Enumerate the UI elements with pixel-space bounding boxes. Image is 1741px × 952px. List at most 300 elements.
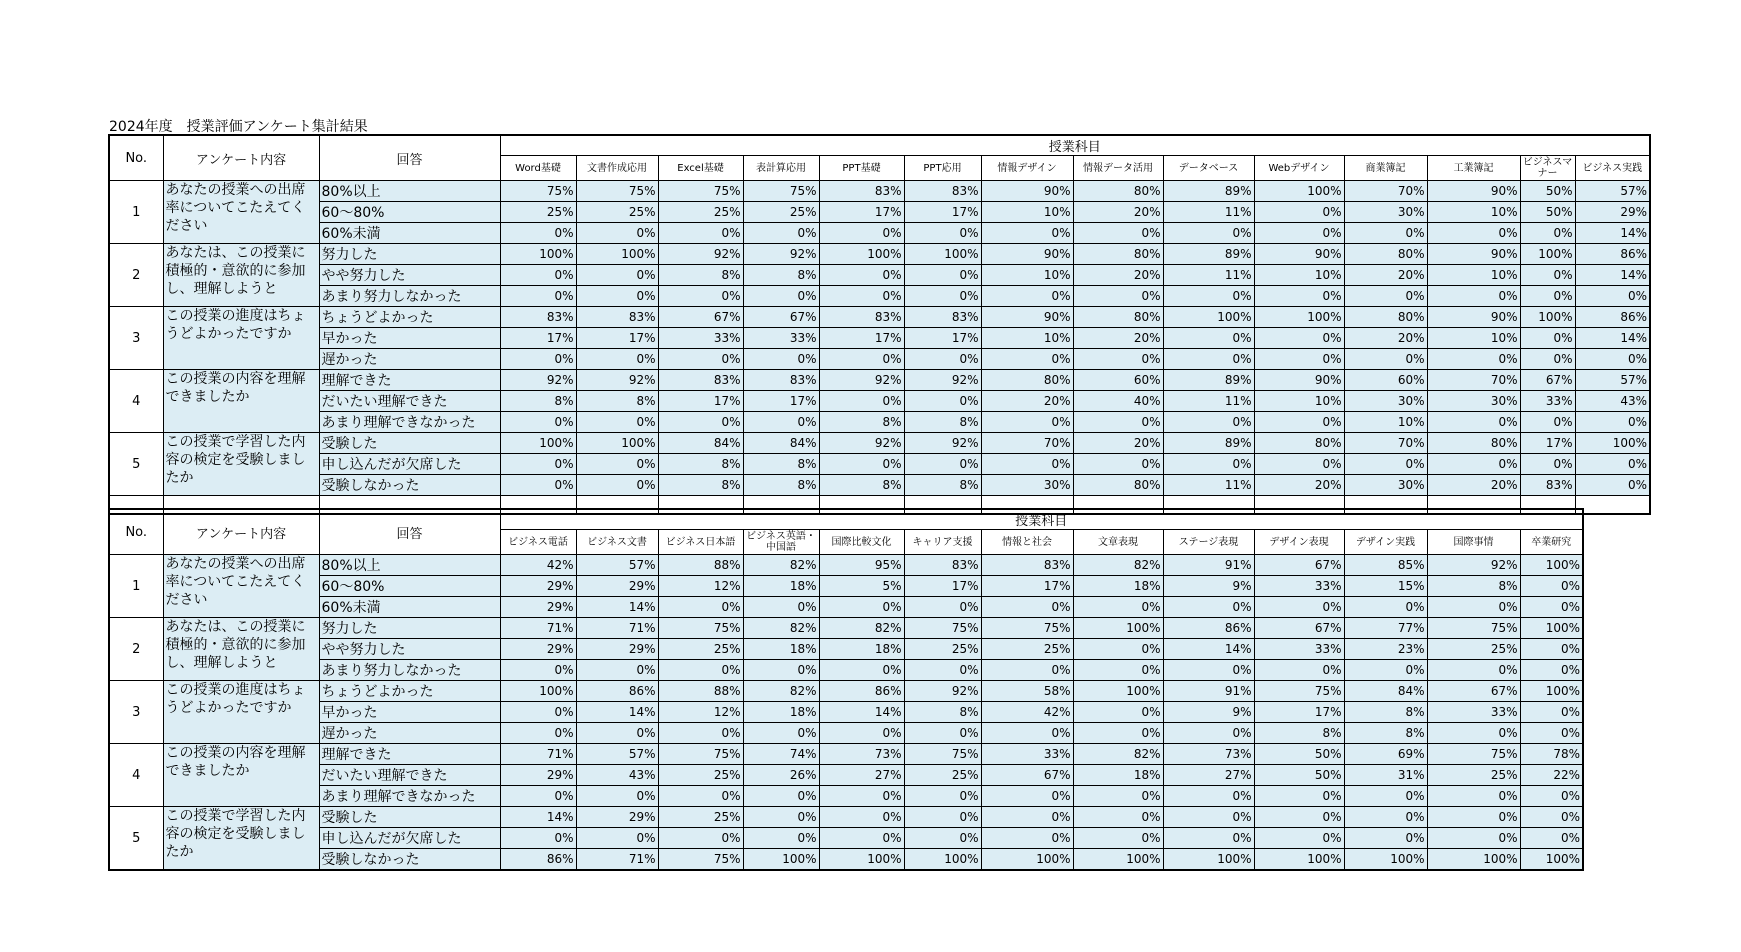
value-cell: 0%: [819, 349, 904, 370]
value-cell: 0%: [904, 265, 981, 286]
value-cell: 10%: [1254, 391, 1344, 412]
value-cell: 100%: [1520, 681, 1583, 702]
value-cell: 0%: [1254, 202, 1344, 223]
value-cell: 0%: [576, 828, 658, 849]
table-row: [109, 597, 1583, 618]
value-cell: 8%: [819, 475, 904, 496]
value-cell: 0%: [1163, 454, 1254, 475]
value-cell: 89%: [1163, 244, 1254, 265]
value-cell: 0%: [1520, 349, 1575, 370]
value-cell: 100%: [1520, 244, 1575, 265]
subject-header: PPT基礎: [819, 156, 904, 181]
value-cell: 83%: [904, 555, 981, 576]
value-cell: 14%: [576, 597, 658, 618]
value-cell: 8%: [904, 412, 981, 433]
value-cell: 11%: [1163, 475, 1254, 496]
value-cell: 0%: [1073, 639, 1163, 660]
value-cell: 22%: [1520, 765, 1583, 786]
question-no: 3: [109, 681, 163, 744]
value-cell: 89%: [1163, 370, 1254, 391]
subject-header: ビジネス文書: [576, 530, 658, 555]
value-cell: 17%: [743, 391, 819, 412]
question-text: あなたの授業への出席率についてこたえてください: [163, 181, 319, 244]
table-row: [109, 660, 1583, 681]
table-row: [109, 849, 1583, 871]
value-cell: 0%: [576, 286, 658, 307]
value-cell: 75%: [743, 181, 819, 202]
value-cell: 0%: [1344, 286, 1427, 307]
value-cell: 100%: [819, 849, 904, 871]
value-cell: 0%: [1163, 223, 1254, 244]
value-cell: 0%: [904, 828, 981, 849]
value-cell: 0%: [1254, 807, 1344, 828]
value-cell: 0%: [658, 349, 743, 370]
value-cell: 27%: [819, 765, 904, 786]
value-cell: 8%: [658, 475, 743, 496]
value-cell: 58%: [981, 681, 1073, 702]
value-cell: 83%: [743, 370, 819, 391]
value-cell: 14%: [1575, 223, 1650, 244]
value-cell: 83%: [819, 181, 904, 202]
value-cell: 0%: [1254, 597, 1344, 618]
value-cell: 0%: [1073, 723, 1163, 744]
value-cell: 17%: [904, 576, 981, 597]
table-row: [109, 391, 1650, 412]
value-cell: 0%: [743, 828, 819, 849]
table-row: [109, 475, 1650, 496]
value-cell: 33%: [1254, 639, 1344, 660]
value-cell: 0%: [658, 660, 743, 681]
subject-header: 国際事情: [1427, 530, 1520, 555]
value-cell: 69%: [1344, 744, 1427, 765]
value-cell: 17%: [904, 202, 981, 223]
value-cell: 80%: [1073, 244, 1163, 265]
question-text: この授業の内容を理解できましたか: [163, 370, 319, 433]
value-cell: 100%: [576, 433, 658, 454]
value-cell: 0%: [1254, 223, 1344, 244]
question-no: 1: [109, 555, 163, 618]
question-text: この授業で学習した内容の検定を受験しましたか: [163, 433, 319, 496]
value-cell: 14%: [500, 807, 576, 828]
subject-header: ビジネス英語・中国語: [743, 530, 819, 555]
value-cell: 0%: [576, 723, 658, 744]
value-cell: 82%: [819, 618, 904, 639]
value-cell: 0%: [1344, 223, 1427, 244]
question-no: 2: [109, 618, 163, 681]
value-cell: 0%: [1344, 454, 1427, 475]
value-cell: 100%: [981, 849, 1073, 871]
value-cell: 0%: [1520, 265, 1575, 286]
subject-header: 商業簿記: [1344, 156, 1427, 181]
value-cell: 100%: [743, 849, 819, 871]
subject-header: 情報データ活用: [1073, 156, 1163, 181]
value-cell: 0%: [1073, 223, 1163, 244]
answer-label: あまり努力しなかった: [319, 286, 500, 307]
value-cell: 0%: [1254, 454, 1344, 475]
value-cell: 17%: [1520, 433, 1575, 454]
value-cell: 0%: [1344, 828, 1427, 849]
value-cell: 75%: [576, 181, 658, 202]
value-cell: 90%: [1427, 181, 1520, 202]
table-row: [109, 828, 1583, 849]
answer-label: 60%未満: [319, 597, 500, 618]
value-cell: 33%: [1254, 576, 1344, 597]
value-cell: 86%: [819, 681, 904, 702]
value-cell: 29%: [500, 597, 576, 618]
table-row: [109, 454, 1650, 475]
value-cell: 100%: [1254, 307, 1344, 328]
value-cell: 83%: [500, 307, 576, 328]
value-cell: 90%: [1254, 244, 1344, 265]
subject-header: ビジネス電話: [500, 530, 576, 555]
answer-label: 受験しなかった: [319, 849, 500, 871]
value-cell: 14%: [1575, 328, 1650, 349]
value-cell: 60%: [1344, 370, 1427, 391]
value-cell: 0%: [981, 454, 1073, 475]
value-cell: 31%: [1344, 765, 1427, 786]
answer-label: 60～80%: [319, 202, 500, 223]
value-cell: 0%: [981, 660, 1073, 681]
value-cell: 89%: [1163, 433, 1254, 454]
value-cell: 75%: [904, 744, 981, 765]
value-cell: 80%: [1344, 244, 1427, 265]
value-cell: 33%: [658, 328, 743, 349]
value-cell: 50%: [1254, 765, 1344, 786]
value-cell: 0%: [1427, 723, 1520, 744]
value-cell: 0%: [576, 223, 658, 244]
table-row: [109, 202, 1650, 223]
value-cell: 0%: [1575, 454, 1650, 475]
value-cell: 0%: [743, 597, 819, 618]
value-cell: 80%: [1344, 307, 1427, 328]
value-cell: 0%: [1520, 454, 1575, 475]
value-cell: 0%: [819, 223, 904, 244]
value-cell: 0%: [904, 286, 981, 307]
value-cell: 17%: [1254, 702, 1344, 723]
value-cell: 100%: [576, 244, 658, 265]
value-cell: 80%: [1073, 475, 1163, 496]
value-cell: 100%: [1073, 849, 1163, 871]
value-cell: 25%: [576, 202, 658, 223]
answer-label: 理解できた: [319, 370, 500, 391]
value-cell: 20%: [1073, 265, 1163, 286]
value-cell: 0%: [904, 223, 981, 244]
value-cell: 29%: [576, 807, 658, 828]
value-cell: 0%: [1520, 828, 1583, 849]
value-cell: 75%: [1427, 744, 1520, 765]
value-cell: 92%: [658, 244, 743, 265]
value-cell: 0%: [1520, 597, 1583, 618]
value-cell: 0%: [1520, 328, 1575, 349]
value-cell: 0%: [904, 786, 981, 807]
value-cell: 0%: [500, 349, 576, 370]
header-subjects: 授業科目: [500, 135, 1650, 156]
table-row: [109, 807, 1583, 828]
header-question: アンケート内容: [163, 135, 319, 181]
answer-label: あまり理解できなかった: [319, 412, 500, 433]
header-answer: 回答: [319, 509, 500, 555]
value-cell: 100%: [1163, 307, 1254, 328]
value-cell: 86%: [576, 681, 658, 702]
answer-label: だいたい理解できた: [319, 391, 500, 412]
value-cell: 42%: [500, 555, 576, 576]
value-cell: 29%: [1575, 202, 1650, 223]
value-cell: 60%: [1073, 370, 1163, 391]
value-cell: 0%: [1520, 286, 1575, 307]
value-cell: 0%: [743, 286, 819, 307]
value-cell: 100%: [1254, 181, 1344, 202]
value-cell: 92%: [904, 370, 981, 391]
answer-label: 受験した: [319, 807, 500, 828]
value-cell: 0%: [819, 265, 904, 286]
answer-label: 60%未満: [319, 223, 500, 244]
subject-header: デザイン実践: [1344, 530, 1427, 555]
value-cell: 67%: [743, 307, 819, 328]
header-question: アンケート内容: [163, 509, 319, 555]
value-cell: 43%: [1575, 391, 1650, 412]
value-cell: 77%: [1344, 618, 1427, 639]
value-cell: 0%: [819, 786, 904, 807]
subject-header: 文章表現: [1073, 530, 1163, 555]
value-cell: 0%: [904, 391, 981, 412]
value-cell: 0%: [500, 223, 576, 244]
value-cell: 0%: [1575, 349, 1650, 370]
answer-label: あまり理解できなかった: [319, 786, 500, 807]
value-cell: 20%: [981, 391, 1073, 412]
value-cell: 0%: [1344, 807, 1427, 828]
value-cell: 42%: [981, 702, 1073, 723]
value-cell: 80%: [1073, 307, 1163, 328]
subject-header: Word基礎: [500, 156, 576, 181]
value-cell: 0%: [500, 786, 576, 807]
value-cell: 75%: [1254, 681, 1344, 702]
value-cell: 0%: [904, 597, 981, 618]
value-cell: 0%: [1427, 807, 1520, 828]
value-cell: 0%: [819, 723, 904, 744]
value-cell: 92%: [904, 681, 981, 702]
table-row: [109, 370, 1650, 391]
value-cell: 18%: [1073, 576, 1163, 597]
table-row: [109, 328, 1650, 349]
value-cell: 17%: [904, 328, 981, 349]
value-cell: 0%: [1344, 786, 1427, 807]
value-cell: 0%: [1254, 286, 1344, 307]
value-cell: 29%: [500, 639, 576, 660]
question-text: あなたは、この授業に積極的・意欲的に参加し、理解しようと: [163, 618, 319, 681]
value-cell: 29%: [576, 639, 658, 660]
question-no: 3: [109, 307, 163, 370]
value-cell: 100%: [1073, 681, 1163, 702]
value-cell: 0%: [576, 454, 658, 475]
answer-label: 80%以上: [319, 555, 500, 576]
survey-table-1: [108, 134, 1651, 515]
subject-header: データベース: [1163, 156, 1254, 181]
table-row: [109, 181, 1650, 202]
page-title: 2024年度 授業評価アンケート集計結果: [109, 119, 368, 135]
value-cell: 0%: [500, 828, 576, 849]
answer-label: 申し込んだが欠席した: [319, 454, 500, 475]
value-cell: 92%: [743, 244, 819, 265]
value-cell: 92%: [904, 433, 981, 454]
value-cell: 75%: [658, 618, 743, 639]
value-cell: 0%: [743, 807, 819, 828]
subject-header: Excel基礎: [658, 156, 743, 181]
value-cell: 17%: [500, 328, 576, 349]
value-cell: 57%: [1575, 181, 1650, 202]
value-cell: 8%: [743, 475, 819, 496]
value-cell: 8%: [743, 265, 819, 286]
value-cell: 100%: [1575, 433, 1650, 454]
value-cell: 0%: [904, 349, 981, 370]
value-cell: 0%: [1427, 786, 1520, 807]
value-cell: 20%: [1073, 433, 1163, 454]
value-cell: 0%: [1344, 349, 1427, 370]
question-no: 2: [109, 244, 163, 307]
value-cell: 18%: [819, 639, 904, 660]
table-row: [109, 412, 1650, 433]
value-cell: 90%: [1427, 244, 1520, 265]
value-cell: 11%: [1163, 265, 1254, 286]
value-cell: 14%: [576, 702, 658, 723]
value-cell: 10%: [981, 202, 1073, 223]
value-cell: 0%: [500, 660, 576, 681]
table-row: [109, 576, 1583, 597]
question-no: 5: [109, 433, 163, 496]
value-cell: 0%: [981, 723, 1073, 744]
value-cell: 25%: [743, 202, 819, 223]
value-cell: 30%: [1344, 391, 1427, 412]
value-cell: 85%: [1344, 555, 1427, 576]
question-no: 4: [109, 370, 163, 433]
value-cell: 83%: [576, 307, 658, 328]
value-cell: 100%: [1520, 307, 1575, 328]
value-cell: 70%: [1344, 181, 1427, 202]
value-cell: 0%: [819, 454, 904, 475]
subject-header: ビジネス実践: [1575, 156, 1650, 181]
header-subjects: 授業科目: [500, 509, 1583, 530]
value-cell: 0%: [1427, 286, 1520, 307]
answer-label: 遅かった: [319, 723, 500, 744]
value-cell: 25%: [658, 765, 743, 786]
value-cell: 29%: [500, 576, 576, 597]
empty-cell: [1575, 496, 1650, 515]
table-row: [109, 286, 1650, 307]
value-cell: 0%: [1520, 702, 1583, 723]
question-text: この授業で学習した内容の検定を受験しましたか: [163, 807, 319, 871]
value-cell: 30%: [1344, 475, 1427, 496]
value-cell: 15%: [1344, 576, 1427, 597]
value-cell: 100%: [1427, 849, 1520, 871]
value-cell: 0%: [981, 786, 1073, 807]
value-cell: 0%: [1427, 412, 1520, 433]
question-text: この授業の内容を理解できましたか: [163, 744, 319, 807]
value-cell: 0%: [1575, 286, 1650, 307]
value-cell: 91%: [1163, 555, 1254, 576]
value-cell: 17%: [981, 576, 1073, 597]
value-cell: 86%: [1163, 618, 1254, 639]
value-cell: 8%: [1344, 723, 1427, 744]
value-cell: 0%: [904, 660, 981, 681]
value-cell: 0%: [1163, 786, 1254, 807]
subject-header: 情報と社会: [981, 530, 1073, 555]
value-cell: 57%: [1575, 370, 1650, 391]
value-cell: 20%: [1073, 328, 1163, 349]
value-cell: 10%: [1344, 412, 1427, 433]
value-cell: 0%: [1163, 597, 1254, 618]
value-cell: 0%: [500, 454, 576, 475]
answer-label: 早かった: [319, 328, 500, 349]
value-cell: 17%: [819, 328, 904, 349]
value-cell: 57%: [576, 555, 658, 576]
value-cell: 75%: [658, 849, 743, 871]
value-cell: 100%: [904, 244, 981, 265]
value-cell: 73%: [1163, 744, 1254, 765]
table-row: [109, 555, 1583, 576]
value-cell: 8%: [904, 475, 981, 496]
value-cell: 0%: [1073, 786, 1163, 807]
header-no: No.: [109, 135, 163, 181]
value-cell: 50%: [1254, 744, 1344, 765]
value-cell: 92%: [819, 370, 904, 391]
value-cell: 0%: [1163, 828, 1254, 849]
answer-label: 早かった: [319, 702, 500, 723]
question-text: あなたは、この授業に積極的・意欲的に参加し、理解しようと: [163, 244, 319, 307]
value-cell: 88%: [658, 555, 743, 576]
table-row: [109, 265, 1650, 286]
table-row: [109, 307, 1650, 328]
value-cell: 82%: [1073, 744, 1163, 765]
value-cell: 20%: [1344, 265, 1427, 286]
value-cell: 30%: [1344, 202, 1427, 223]
value-cell: 83%: [819, 307, 904, 328]
value-cell: 25%: [658, 639, 743, 660]
value-cell: 71%: [576, 849, 658, 871]
table-row: [109, 786, 1583, 807]
value-cell: 75%: [658, 744, 743, 765]
value-cell: 0%: [904, 723, 981, 744]
value-cell: 0%: [743, 349, 819, 370]
value-cell: 67%: [1254, 618, 1344, 639]
value-cell: 0%: [1073, 412, 1163, 433]
value-cell: 17%: [576, 328, 658, 349]
table-row: [109, 244, 1650, 265]
value-cell: 88%: [658, 681, 743, 702]
value-cell: 0%: [743, 412, 819, 433]
answer-label: 理解できた: [319, 744, 500, 765]
value-cell: 74%: [743, 744, 819, 765]
value-cell: 14%: [1575, 265, 1650, 286]
value-cell: 25%: [500, 202, 576, 223]
value-cell: 100%: [500, 244, 576, 265]
value-cell: 29%: [576, 576, 658, 597]
value-cell: 25%: [981, 639, 1073, 660]
value-cell: 0%: [658, 828, 743, 849]
answer-label: 遅かった: [319, 349, 500, 370]
value-cell: 12%: [658, 576, 743, 597]
value-cell: 86%: [1575, 244, 1650, 265]
value-cell: 0%: [1427, 597, 1520, 618]
value-cell: 100%: [1520, 849, 1583, 871]
value-cell: 0%: [658, 786, 743, 807]
value-cell: 5%: [819, 576, 904, 597]
value-cell: 0%: [1073, 807, 1163, 828]
value-cell: 0%: [658, 597, 743, 618]
value-cell: 0%: [1073, 454, 1163, 475]
value-cell: 0%: [576, 265, 658, 286]
value-cell: 80%: [1073, 181, 1163, 202]
table-row: [109, 681, 1583, 702]
value-cell: 8%: [658, 265, 743, 286]
